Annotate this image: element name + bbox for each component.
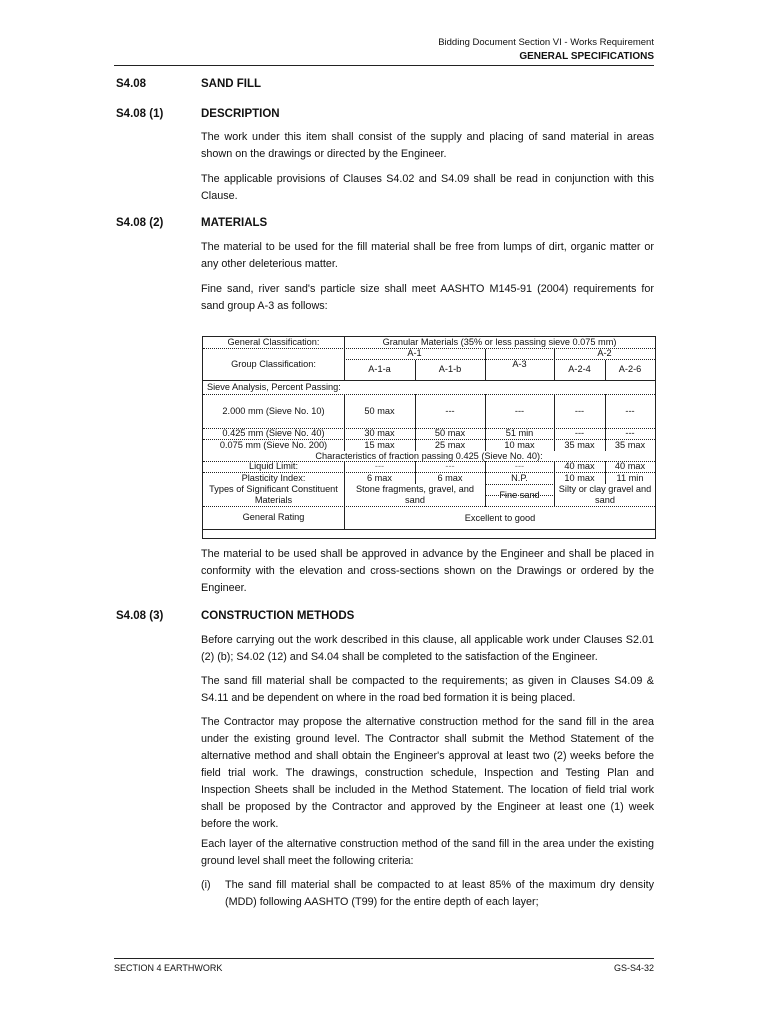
sieve-row-value: 25 max (434, 439, 466, 450)
criteria-item-number: (i) (201, 879, 211, 891)
sieve-row-value: --- (445, 405, 455, 416)
sieve-row-label: 2.000 mm (Sieve No. 10) (222, 405, 325, 416)
sieve-row-value: 51 min (505, 428, 534, 438)
types-a2-value: Silty or clay gravel and sand (555, 484, 655, 506)
construction-number: S4.08 (3) (116, 610, 164, 622)
group-classification-label: Group Classification: (231, 358, 316, 369)
group-a1b: A-1-b (438, 364, 462, 374)
sieve-row-value: 10 max (504, 439, 535, 450)
sieve-row-value: 15 max (364, 439, 395, 450)
liquid-limit-value: 40 max (614, 461, 646, 471)
liquid-limit-value: --- (374, 461, 385, 471)
sieve-row-value: 30 max (364, 428, 395, 438)
plasticity-index-value: 6 max (366, 472, 393, 483)
liquid-limit-value: --- (445, 461, 455, 471)
group-a24: A-2-4 (568, 364, 591, 374)
sieve-row-value: 50 max (434, 428, 466, 438)
criteria-item-text: The sand fill material shall be compacted to at least 85% of the maximum dry density (MDD) following AASHTO (T99) for the entire depth of each layer; (225, 879, 654, 908)
criteria-item-i (201, 877, 654, 911)
sieve-row-value: --- (514, 405, 525, 416)
description-number: S4.08 (1) (116, 108, 164, 120)
types-a3-value: Fine sand (499, 489, 540, 500)
liquid-limit-label: Liquid Limit: (248, 461, 299, 471)
sieve-row-value: 35 max (614, 439, 646, 450)
section-title: SAND FILL (201, 78, 262, 90)
liquid-limit-value: 40 max (564, 461, 595, 471)
sieve-row-value: --- (625, 428, 635, 438)
sieve-row-value: --- (574, 428, 585, 438)
sieve-row-value: 50 max (364, 405, 395, 416)
description-title: DESCRIPTION (201, 108, 280, 120)
general-rating-value: Excellent to good (345, 507, 655, 529)
plasticity-index-value: N.P. (511, 472, 528, 483)
header-rule (114, 65, 654, 66)
group-a1: A-1 (407, 348, 422, 358)
materials-paragraph-1: The material to be used for the fill material shall be free from lumps of dirt, organic matter or any other deleterious matter. (201, 241, 654, 270)
section-number: S4.08 (116, 78, 147, 90)
page-header (438, 36, 654, 64)
materials-paragraph-3: The material to be used shall be approved in advance by the Engineer and shall be placed in conformity with the elevation and cross-sections shown on the Drawings or ordered by the Engineer. (201, 548, 654, 594)
footer-page-number: GS-S4-32 (613, 963, 654, 973)
liquid-limit-value: --- (514, 461, 525, 471)
sieve-row-value: 35 max (564, 439, 595, 450)
classification-table (202, 336, 656, 539)
granular-materials-header: Granular Materials (35% or less passing sieve 0.075 mm) (382, 337, 617, 347)
construction-paragraph-1: Before carrying out the work described in this clause, all applicable work under Clauses S2.01 (2) (b); S4.02 (12) and S4.04 shall be completed to the satisfaction of the Engineer. (201, 634, 654, 663)
sieve-row-label: 0.425 mm (Sieve No. 40) (222, 428, 325, 438)
materials-title: MATERIALS (201, 217, 268, 229)
plasticity-index-value: 10 max (564, 472, 595, 483)
sieve-row-value: --- (574, 405, 585, 416)
construction-title: CONSTRUCTION METHODS (201, 610, 355, 622)
general-classification-label: General Classification: (227, 337, 320, 347)
fraction-header: Characteristics of fraction passing 0.425 (Sieve No. 40): (203, 451, 655, 461)
plasticity-index-value: 11 min (616, 472, 644, 483)
description-paragraph-1: The work under this item shall consist of the supply and placing of sand material in areas shown on the drawings or directed by the Engineer. (201, 131, 654, 160)
construction-paragraph-3: The Contractor may propose the alternative construction method for the sand fill in the area under the existing ground level. The Contractor shall submit the Method Statement of the alternative method and shall obtain the Engineer's approval at least two (2) weeks before the field trial work. The drawings, construction schedule, Inspection and Testing Plan and Inspection Sheets shall be included in the Method Statement. The location of field trial work shall be proposed by the Contractor and approved by the Engineer at least one (1) week before the work. (201, 716, 654, 830)
document-title: Bidding Document Section VI - Works Requirement (438, 37, 654, 48)
materials-number: S4.08 (2) (116, 217, 164, 229)
group-a26: A-2-6 (618, 364, 642, 374)
group-a1a: A-1-a (368, 364, 391, 374)
group-a3: A-3 (512, 358, 527, 369)
types-label: Types of Significant Constituent Materials (203, 484, 344, 506)
footer-section: SECTION 4 EARTHWORK (114, 963, 223, 973)
construction-paragraph-4: Each layer of the alternative construction method of the sand fill in the area under the existing ground level shall meet the following criteria: (201, 838, 654, 867)
plasticity-index-value: 6 max (437, 472, 463, 483)
document-subtitle: GENERAL SPECIFICATIONS (519, 51, 654, 62)
types-a1-value: Stone fragments, gravel, and sand (345, 484, 485, 506)
plasticity-index-label: Plasticity Index: (241, 472, 306, 483)
construction-paragraph-2: The sand fill material shall be compacted to the requirements; as given in Clauses S4.09 & S4.11 and be dependent on where in the road bed formation it is being placed. (201, 675, 654, 704)
group-a2: A-2 (597, 348, 612, 358)
description-paragraph-2: The applicable provisions of Clauses S4.02 and S4.09 shall be read in conjunction with this Clause. (201, 173, 654, 202)
footer-rule (114, 958, 654, 959)
sieve-row-label: 0.075 mm (Sieve No. 200) (219, 439, 328, 450)
sieve-row-value: --- (625, 405, 635, 416)
sieve-analysis-label: Sieve Analysis, Percent Passing: (207, 381, 341, 392)
general-rating-label: General Rating (242, 512, 305, 522)
materials-paragraph-2: Fine sand, river sand's particle size shall meet AASHTO M145-91 (2004) requirements for sand group A-3 as follows: (201, 283, 654, 312)
